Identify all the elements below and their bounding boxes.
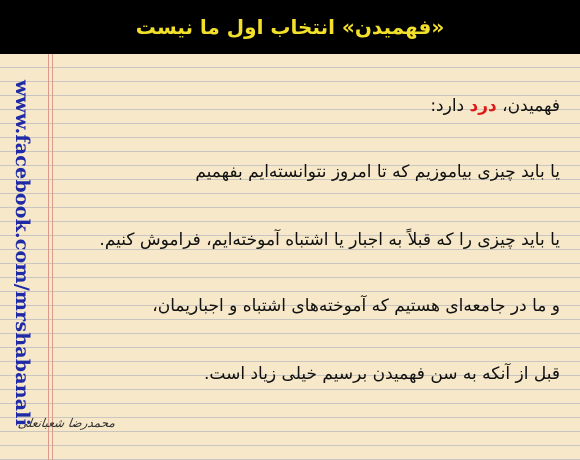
intro-accent-word: درد	[469, 96, 497, 116]
margin-line	[48, 54, 49, 460]
margin-line	[52, 54, 53, 460]
facebook-url-container	[2, 78, 42, 428]
author-signature: محمدرضا شعبانعلی	[17, 416, 117, 430]
text-line-2: یا باید چیزی بیاموزیم که تا امروز نتوانسته‌ایم بفهمیم	[195, 162, 560, 182]
text-line-3: یا باید چیزی را که قبلاً به اجبار یا اشتباه آموخته‌ایم، فراموش کنیم.	[99, 230, 560, 250]
intro-prefix: فهمیدن،	[496, 96, 560, 116]
header-bar	[0, 0, 580, 54]
text-line-4: و ما در جامعه‌ای هستیم که آموخته‌های اشتباه و اجباریمان،	[152, 296, 560, 316]
page-title: «فهمیدن» انتخاب اول ما نیست	[135, 15, 445, 39]
text-line-5: قبل از آنکه به سن فهمیدن برسیم خیلی زیاد است.	[203, 364, 560, 384]
text-line-intro	[430, 96, 560, 116]
intro-suffix: دارد:	[430, 96, 470, 116]
lined-paper	[0, 54, 580, 460]
facebook-url: www.facebook.com/mrshabanali	[11, 79, 33, 427]
